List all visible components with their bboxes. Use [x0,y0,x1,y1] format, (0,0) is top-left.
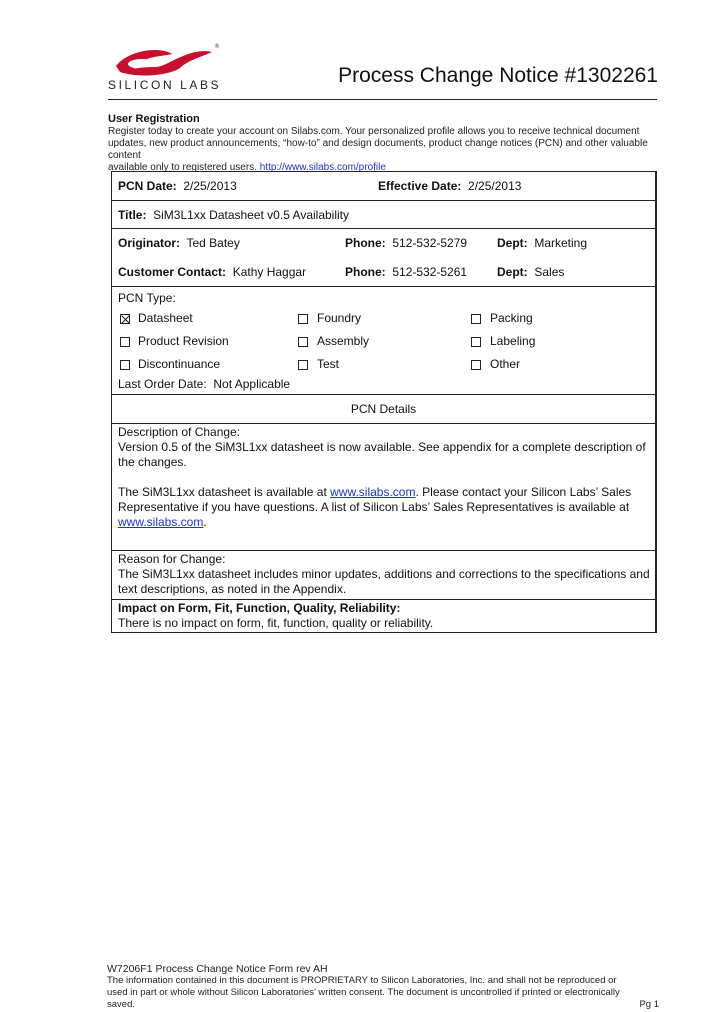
reason-text: The SiM3L1xx datasheet includes minor updates, additions and corrections to the specifications and text descriptions, as noted in the Appendix. [118,567,650,596]
type-label: Other [490,357,521,371]
pcn-form [111,171,657,633]
discontinuance-checkbox[interactable] [120,360,130,370]
proprietary-notice: The information contained in this document is PROPRIETARY to Silicon Laboratories, Inc. and shall not be reproduced or used in part or whole without Silicon Laboratories’ written consent. The document is uncontrolled if printed or electronically saved. [107,975,620,1010]
foundry-checkbox[interactable] [298,314,308,324]
title-label: Title: [118,208,147,222]
customer-contact-value: Kathy Haggar [232,265,307,279]
dept-value: Marketing [534,236,588,250]
registration-line: updates, new product announcements, “how-to” and design documents, product change notices (PCN) and other valuable content [108,138,648,161]
reason-section [118,552,652,597]
description-text: The SiM3L1xx datasheet is available at [118,485,331,499]
row-divider [112,550,655,551]
customer-dept [497,265,564,279]
type-label: Discontinuance [138,357,221,371]
customer-phone [345,265,467,279]
profile-link[interactable]: http://www.silabs.com/profile [259,162,386,173]
assembly-checkbox[interactable] [298,337,308,347]
impact-label: Impact on Form, Fit, Function, Quality, Reliability: [118,601,401,615]
effective-date-value: 2/25/2013 [468,179,522,193]
registration-line: Register today to create your account on Silabs.com. Your personalized profile allows you to receive technical document [108,126,640,137]
test-checkbox[interactable] [298,360,308,370]
row-divider [112,394,655,395]
title-value: SiM3L1xx Datasheet v0.5 Availability [153,208,350,222]
row-divider [112,200,655,201]
originator-phone [345,236,467,250]
datasheet-checkbox[interactable] [120,314,130,324]
type-label: Assembly [317,334,370,348]
description-section [118,425,652,530]
row-divider [112,423,655,424]
last-order-value: Not Applicable [213,377,291,391]
originator [118,236,240,250]
type-label: Packing [490,311,533,325]
header-divider [108,99,657,100]
description-paragraph-2 [118,485,652,530]
registration-heading: User Registration [108,113,200,125]
originator-value: Ted Batey [186,236,240,250]
dept-value: Sales [534,265,565,279]
row-divider [112,228,655,229]
row-divider [112,599,655,600]
pcn-title [118,208,349,222]
reason-label: Reason for Change: [118,552,226,566]
last-order-label: Last Order Date: [118,377,207,391]
form-id: W7206F1 Process Change Notice Form rev AH [107,963,328,975]
originator-dept [497,236,587,250]
logo-wordmark: SILICON LABS [108,78,222,92]
originator-label: Originator: [118,236,180,250]
packing-checkbox[interactable] [471,314,481,324]
last-order-date [118,377,290,391]
other-checkbox[interactable] [471,360,481,370]
svg-text:®: ® [214,43,220,50]
impact-text: There is no impact on form, fit, function, quality or reliability. [118,616,434,630]
labeling-checkbox[interactable] [471,337,481,347]
page-footer [107,963,659,1011]
registration-line-text: available only to registered users. [108,162,257,173]
registration-text [108,126,660,174]
description-paragraph-1: Version 0.5 of the SiM3L1xx datasheet is now available. See appendix for a complete description of the changes. [118,440,646,469]
pcn-details-heading: PCN Details [350,402,417,416]
phone-label: Phone: [345,236,386,250]
description-text: . Please contact your Silicon Labs’ Sales Representative if you have questions. A list of Silicon Labs’ Sales Representatives is available at [118,485,632,514]
impact-section [118,601,652,631]
phone-value: 512-532-5279 [392,236,468,250]
type-label: Datasheet [138,311,193,325]
phone-label: Phone: [345,265,386,279]
logo-swoosh-icon [108,40,224,80]
pcn-date-value: 2/25/2013 [183,179,237,193]
document-title: Process Change Notice #1302261 [338,64,658,87]
silicon-labs-logo [108,40,224,96]
customer-contact-label: Customer Contact: [118,265,227,279]
page-number: Pg 1 [639,999,659,1010]
pcn-date-label: PCN Date: [118,179,177,193]
customer-contact [118,265,306,279]
row-divider [112,286,655,287]
pcn-type-label: PCN Type: [118,291,176,305]
type-label: Labeling [490,334,536,348]
dept-label: Dept: [497,265,528,279]
dept-label: Dept: [497,236,528,250]
effective-date-label: Effective Date: [378,179,462,193]
type-label: Foundry [317,311,362,325]
phone-value: 512-532-5261 [392,265,468,279]
pcn-date [118,179,237,193]
effective-date [378,179,521,193]
description-label: Description of Change: [118,425,241,439]
product-revision-checkbox[interactable] [120,337,130,347]
type-label: Test [317,357,340,371]
silabs-link[interactable]: www.silabs.com [118,515,204,529]
silabs-link[interactable]: www.silabs.com [330,485,416,499]
type-label: Product Revision [138,334,229,348]
description-text: . [203,515,207,529]
